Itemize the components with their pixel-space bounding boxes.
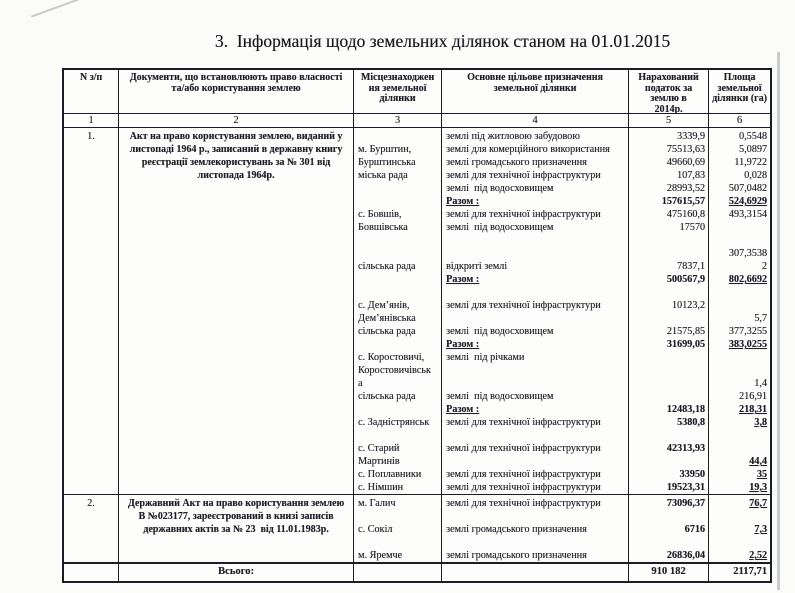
table-line: 157615,57 [661, 196, 705, 207]
table-line: 507,0482 [728, 183, 767, 194]
table-line: с. Німшин [358, 482, 403, 493]
table-line: Бовшівська [358, 222, 408, 233]
header-line: та/або користування землею [171, 82, 301, 94]
table-line: державних актів за № 23 від 11.01.1983р. [143, 524, 329, 535]
table-line [354, 273, 441, 286]
table-line [119, 536, 353, 549]
table-line: м. Галич [358, 498, 396, 509]
table-line [119, 247, 353, 260]
table-line: 1,4 [754, 378, 767, 389]
table-line: 5380,8 [676, 417, 705, 428]
table-line [629, 247, 708, 260]
table-line [119, 549, 353, 562]
column-number-cell: 5 [629, 114, 709, 128]
header-line: N з/п [79, 72, 103, 83]
table-line: 10123,2 [671, 300, 705, 311]
header-cell-1 [64, 70, 119, 114]
table-line: 3339,9 [676, 131, 705, 142]
table-line [119, 208, 353, 221]
table-line [354, 195, 441, 208]
table-line [709, 364, 770, 377]
page-title: 3. Інформація щодо земельних ділянок станом на 01.01.2015 [214, 31, 671, 51]
header-line: податок за [644, 82, 693, 94]
table-line: землі під водосховищем [446, 222, 554, 233]
table-line [119, 403, 353, 416]
table-line: с. Старий [358, 443, 400, 454]
header-cell-6 [709, 70, 770, 114]
table-line [354, 403, 441, 416]
table-line: 28993,52 [666, 183, 705, 194]
table-line: землі для комерційного використання [446, 144, 610, 155]
table-line: Державний Акт на право користування землею [127, 498, 345, 509]
table-line [442, 234, 628, 247]
table-line [442, 364, 628, 377]
area-cell [709, 128, 770, 495]
table-line [354, 234, 441, 247]
table-line: Разом : [446, 196, 480, 207]
location-cell [354, 128, 442, 495]
table-line [354, 182, 441, 195]
table-line [709, 221, 770, 234]
table-line [119, 221, 353, 234]
table-line: 2,52 [749, 550, 767, 561]
table-line: 11,9722 [734, 157, 767, 168]
header-line: земельної ділянки [493, 82, 577, 94]
tax-cell [629, 495, 709, 564]
table-line: міська рада [358, 170, 408, 181]
table-line: 3,8 [754, 417, 767, 428]
table-line [629, 286, 708, 299]
table-line: землі під річками [446, 352, 525, 363]
table-line: землі під водосховищем [446, 183, 554, 194]
table-line [119, 234, 353, 247]
table-line [709, 510, 770, 523]
table-line [442, 455, 628, 468]
table-line: 0,028 [744, 170, 767, 181]
table-line: с. Дем’янів, [358, 300, 410, 311]
table-line: 21575,85 [666, 326, 705, 337]
table-line [629, 377, 708, 390]
row-number: 1. [87, 131, 95, 142]
table-line: листопада 1964р. [197, 170, 275, 181]
table-line [629, 364, 708, 377]
table-line: 44,4 [749, 456, 767, 467]
table-line [119, 442, 353, 455]
header-line: 2014р. [654, 103, 683, 114]
table-line: 17570 [679, 222, 705, 233]
table-line [629, 312, 708, 325]
table-line [709, 536, 770, 549]
table-line [119, 338, 353, 351]
table-line [354, 130, 441, 143]
header-line: Місцезнаходжен [360, 72, 435, 83]
table-line [119, 351, 353, 364]
table-line: 0,5548 [738, 131, 767, 142]
column-number-cell: 2 [119, 114, 354, 128]
table-line: 6716 [684, 524, 705, 535]
header-line: Площа [723, 72, 756, 83]
table-line: 73096,37 [666, 498, 705, 509]
header-cell-3 [354, 70, 442, 114]
table-line [442, 247, 628, 260]
table-line: м. Яремче [358, 550, 403, 561]
table-line: 383,0255 [728, 339, 767, 350]
table-line: а [358, 378, 363, 389]
table-line [119, 455, 353, 468]
table-line [629, 390, 708, 403]
table-line [709, 234, 770, 247]
table-line: Дем’янівська [358, 313, 416, 324]
table-line: В №023177, зареєстрований в книзі записів [138, 511, 334, 522]
table-line: землі громадського призначення [446, 157, 587, 168]
body-row-1 [64, 128, 770, 495]
purpose-cell [442, 495, 629, 564]
table-line: 31699,05 [666, 339, 705, 350]
table-line: 35 [756, 469, 767, 480]
table-line: сільська рада [358, 261, 416, 272]
documents-cell [119, 128, 354, 495]
table-line: 19,3 [749, 482, 767, 493]
table-line [119, 312, 353, 325]
table-line: сільська рада [358, 391, 416, 402]
table-line: 49660,69 [666, 157, 705, 168]
table-line [354, 536, 441, 549]
purpose-cell [442, 128, 629, 495]
header-line: Нарахований [638, 72, 699, 83]
table-line [354, 338, 441, 351]
table-line: 218,31 [738, 404, 767, 415]
table-line: землі для технічної інфраструктури [446, 417, 601, 428]
column-number-cell: 6 [709, 114, 770, 128]
table-line [629, 234, 708, 247]
table-line [442, 377, 628, 390]
header-cell-4 [442, 70, 629, 114]
table-line: землі під водосховищем [446, 326, 554, 337]
header-line: ділянки [379, 93, 416, 104]
table-line: Разом : [446, 404, 480, 415]
table-line: м. Бурштин, [358, 144, 412, 155]
table-line [354, 286, 441, 299]
table-line: 2 [761, 261, 767, 272]
table-line: Мартинів [358, 456, 400, 467]
table-line [119, 377, 353, 390]
table-line: Разом : [446, 339, 480, 350]
header-line: Основне цільове призначення [467, 72, 603, 83]
scan-edge-shadow [777, 52, 780, 590]
header-row [64, 70, 770, 114]
table-line [119, 390, 353, 403]
table-line [119, 273, 353, 286]
table-line: 7837,1 [676, 261, 705, 272]
table-line: 493,3154 [728, 209, 767, 220]
table-line [442, 510, 628, 523]
table-line: 107,83 [676, 170, 705, 181]
table-line [354, 429, 441, 442]
table-line [119, 195, 353, 208]
table-line: с. Задністрянськ [358, 417, 430, 428]
table-line: 33950 [679, 469, 705, 480]
table-line [119, 260, 353, 273]
table-line: землі під житловою забудовою [446, 131, 580, 142]
total-empty-cell [354, 564, 442, 581]
table-line [119, 364, 353, 377]
column-number-row [64, 114, 770, 128]
table-line: реєстрації землекористувань за № 301 від [141, 157, 331, 168]
header-line: ділянки (га) [712, 93, 767, 104]
table-line [709, 286, 770, 299]
table-line [442, 286, 628, 299]
row-number: 2. [87, 498, 95, 509]
table-line [119, 468, 353, 481]
table-line: 42313,93 [666, 443, 705, 454]
total-tax-value: 910 182 [629, 564, 709, 581]
table-line [119, 481, 353, 494]
table-line: землі для технічної інфраструктури [446, 170, 601, 181]
header-line: ня земельної [368, 82, 427, 94]
table-line: відкриті землі [446, 261, 508, 272]
table-line: Бурштинська [358, 157, 416, 168]
table-line: Коростовичівськ [358, 365, 431, 376]
table-line [354, 247, 441, 260]
table-line: землі громадського призначення [446, 550, 587, 561]
tax-cell [629, 128, 709, 495]
table-line [629, 510, 708, 523]
table-line: землі під водосховищем [446, 391, 554, 402]
table-line: Акт на право користування землею, виданий у [129, 131, 343, 142]
table-line [709, 442, 770, 455]
table-line: с. Бовшів, [358, 209, 402, 220]
body-row-2 [64, 495, 770, 564]
row-number-cell [64, 495, 119, 564]
table-line: землі для технічної інфраструктури [446, 443, 601, 454]
table-line: сільська рада [358, 326, 416, 337]
table-line: 75513,63 [666, 144, 705, 155]
table-line: землі для технічної інфраструктури [446, 209, 601, 220]
table-line [354, 510, 441, 523]
table-line: 12483,18 [666, 404, 705, 415]
column-number-cell: 4 [442, 114, 629, 128]
table-line [629, 429, 708, 442]
table-line: землі для технічної інфраструктури [446, 300, 601, 311]
table-line: 26836,04 [666, 550, 705, 561]
documents-cell [119, 495, 354, 564]
table-line: землі для технічної інфраструктури [446, 482, 601, 493]
header-cell-5 [629, 70, 709, 114]
table-line [629, 536, 708, 549]
table-line: 802,6692 [728, 274, 767, 285]
header-line: землю в [650, 93, 687, 104]
table-line: 5,0897 [738, 144, 767, 155]
table-line: землі громадського призначення [446, 524, 587, 535]
header-line: Документи, що встановлюють право власності [129, 72, 343, 83]
table-line: землі для технічної інфраструктури [446, 469, 601, 480]
table-line: Разом : [446, 274, 480, 285]
table-line: 5,7 [754, 313, 767, 324]
table-line: с. Поплавники [358, 469, 422, 480]
table-line [442, 429, 628, 442]
table-line [709, 351, 770, 364]
table-line: листопаді 1964 р., записаний в державну книгу [129, 144, 343, 155]
table-line: 475160,8 [666, 209, 705, 220]
table-line: землі для технічної інфраструктури [446, 498, 601, 509]
land-parcels-table [62, 68, 772, 583]
table-line: с. Коростовичі, [358, 352, 425, 363]
row-number-cell [64, 128, 119, 495]
total-empty-cell [442, 564, 629, 581]
table-line [709, 429, 770, 442]
location-cell [354, 495, 442, 564]
total-empty-cell [64, 564, 119, 581]
header-line: земельної [717, 82, 762, 94]
table-line [119, 286, 353, 299]
table-line [119, 429, 353, 442]
table-line [629, 455, 708, 468]
table-line: с. Сокіл [358, 524, 393, 535]
table-line [629, 351, 708, 364]
total-row [64, 564, 770, 581]
table-line: 524,6929 [728, 196, 767, 207]
table-line [709, 299, 770, 312]
table-line [119, 182, 353, 195]
column-number-cell: 1 [64, 114, 119, 128]
table-line: 500567,9 [666, 274, 705, 285]
table-line: 7,3 [754, 524, 767, 535]
table-line [442, 536, 628, 549]
column-number-cell: 3 [354, 114, 442, 128]
total-label: Всього: [119, 564, 354, 581]
header-cell-2 [119, 70, 354, 114]
table-line: 377,3255 [728, 326, 767, 337]
table-line: 307,3538 [728, 248, 767, 259]
scan-artifact-line [31, 0, 79, 17]
area-cell [709, 495, 770, 564]
table-line [119, 325, 353, 338]
table-line: 216,91 [738, 391, 767, 402]
table-line: 19523,31 [666, 482, 705, 493]
table-line [442, 312, 628, 325]
table-line: 76,7 [749, 498, 767, 509]
table-line [119, 299, 353, 312]
total-area-value: 2117,71 [733, 566, 767, 577]
table-line [119, 416, 353, 429]
